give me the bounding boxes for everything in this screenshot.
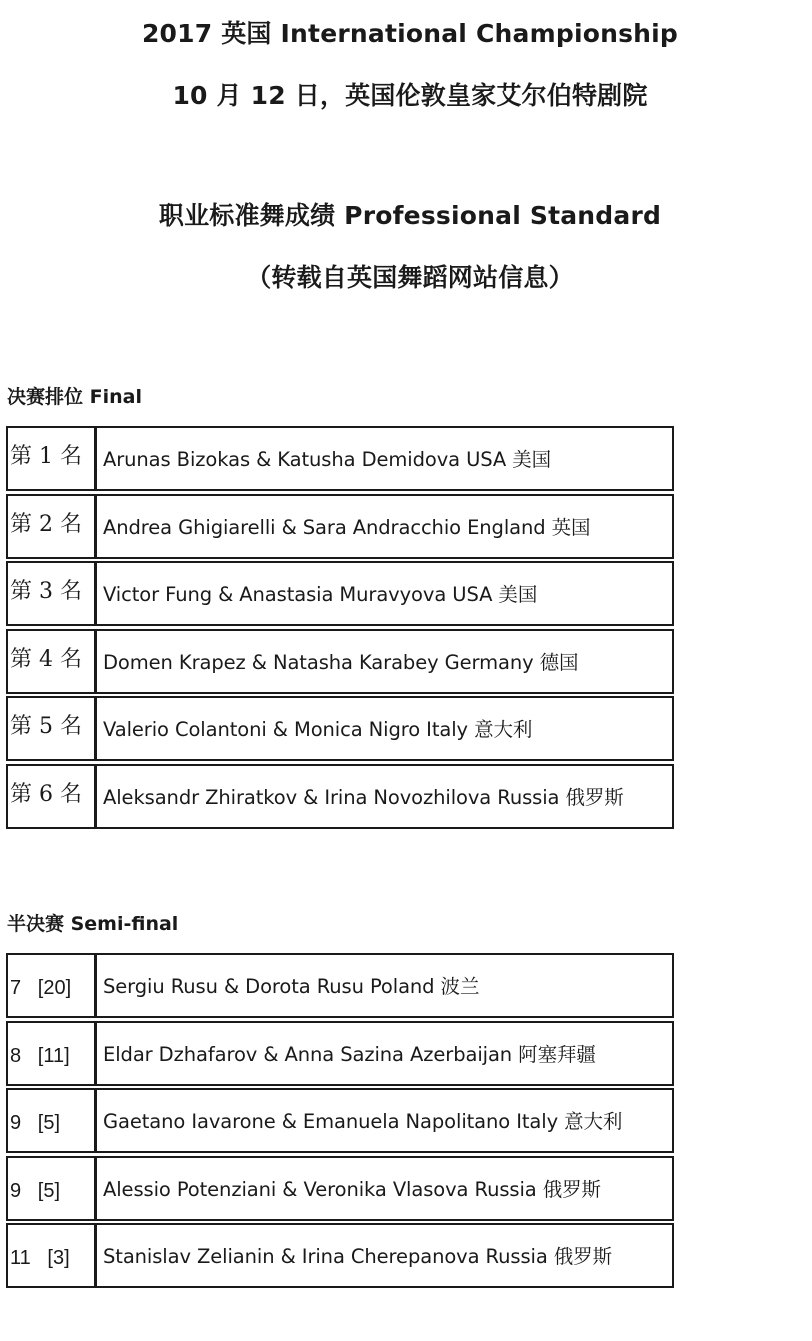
table-row [6,696,670,761]
results-category-title: 职业标准舞成绩 Professional Standard [158,201,662,230]
final-results-table [6,426,670,831]
rank-cell: 第 1 名 [6,426,96,491]
couple-cell: Andrea Ghigiarelli & Sara Andracchio England 英国 [95,494,674,559]
rank-cell: 第 5 名 [6,696,96,761]
page-title: 2017 英国 International Championship [141,19,679,48]
couple-cell: Stanislav Zelianin & Irina Cherepanova Russia 俄罗斯 [95,1223,674,1288]
couple-cell: Aleksandr Zhiratkov & Irina Novozhilova Russia 俄罗斯 [95,764,674,829]
table-row [6,1156,670,1221]
couple-cell: Domen Krapez & Natasha Karabey Germany 德国 [95,629,674,694]
semi-final-section-title: 半决赛 Semi-final [7,913,179,935]
couple-cell: Gaetano Iavarone & Emanuela Napolitano Italy 意大利 [95,1088,674,1153]
table-row [6,426,670,491]
table-row [6,1223,670,1288]
rank-cell: 第 4 名 [6,629,96,694]
source-note: （转载自英国舞蹈网站信息） [246,263,574,292]
rank-cell: 第 3 名 [6,561,96,626]
table-row [6,764,670,829]
table-row [6,953,670,1018]
rank-cell: 8 [11] [6,1021,96,1086]
table-row [6,629,670,694]
couple-cell: Alessio Potenziani & Veronika Vlasova Russia 俄罗斯 [95,1156,674,1221]
semi-final-results-table [6,953,670,1291]
table-row [6,561,670,626]
table-row [6,1088,670,1153]
couple-cell: Arunas Bizokas & Katusha Demidova USA 美国 [95,426,674,491]
table-row [6,494,670,559]
couple-cell: Eldar Dzhafarov & Anna Sazina Azerbaijan 阿塞拜疆 [95,1021,674,1086]
rank-cell: 9 [5] [6,1088,96,1153]
couple-cell: Sergiu Rusu & Dorota Rusu Poland 波兰 [95,953,674,1018]
couple-cell: Valerio Colantoni & Monica Nigro Italy 意大利 [95,696,674,761]
table-row [6,1021,670,1086]
event-date-venue: 10 月 12 日，英国伦敦皇家艾尔伯特剧院 [172,81,648,110]
rank-cell: 9 [5] [6,1156,96,1221]
couple-cell: Victor Fung & Anastasia Muravyova USA 美国 [95,561,674,626]
rank-cell: 11 [3] [6,1223,96,1288]
final-section-title: 决赛排位 Final [7,386,142,408]
rank-cell: 7 [20] [6,953,96,1018]
rank-cell: 第 2 名 [6,494,96,559]
rank-cell: 第 6 名 [6,764,96,829]
